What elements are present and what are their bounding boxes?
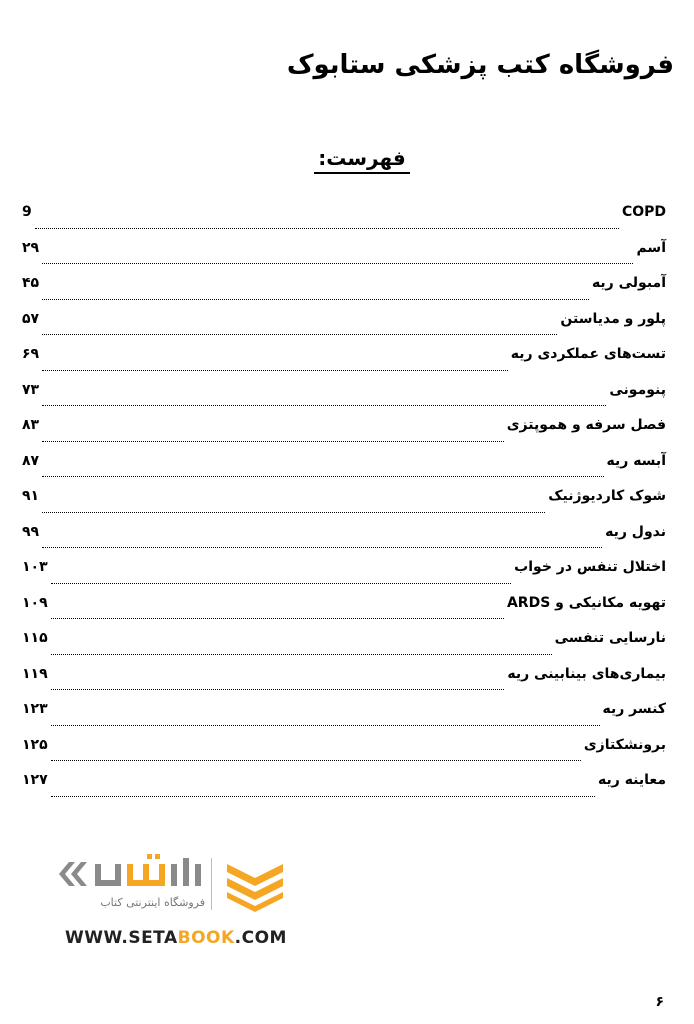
toc-item	[22, 204, 666, 240]
toc-item	[22, 240, 666, 276]
toc-leader-dots	[42, 298, 589, 300]
toc-item	[22, 417, 666, 453]
toc-item-page: ۴۵	[22, 275, 40, 291]
book-icon	[223, 852, 287, 912]
toc-leader-dots	[51, 653, 552, 655]
toc-item-page: ۵۷	[22, 310, 40, 327]
logo-subtitle: فروشگاه اینترنتی کتاب	[100, 896, 205, 909]
toc-item-title: شوک کاردیوژنیک	[548, 488, 666, 504]
toc-item-title: پنومونی	[609, 381, 666, 398]
brand-letters-gray	[171, 858, 201, 886]
toc-item-page: ۱۲۳	[22, 701, 48, 717]
toc-item-page: ۲۹	[22, 239, 40, 256]
toc-item-page: ۹۹	[22, 523, 40, 540]
toc-item-page: ۸۷	[22, 452, 40, 469]
toc-item-page: ۸۳	[22, 417, 40, 433]
brand-letters-gray	[95, 864, 121, 886]
brand-dot	[155, 854, 160, 859]
toc-leader-dots	[51, 688, 505, 690]
toc-item-title: برونشکتازی	[583, 736, 666, 753]
toc-item-page: ۱۲۵	[22, 736, 48, 753]
toc-item-title: کنسر ریه	[602, 701, 666, 717]
toc-leader-dots	[42, 440, 504, 442]
toc-leader-dots	[42, 369, 508, 371]
toc-heading-wrap	[0, 146, 694, 174]
toc-leader-dots	[42, 404, 606, 406]
toc-item	[22, 488, 666, 524]
toc-item-title: معاینه ریه	[598, 772, 666, 788]
toc-leader-dots	[42, 475, 603, 477]
toc-leader-dots	[42, 262, 633, 264]
toc-item	[22, 453, 666, 489]
toc-item	[22, 630, 666, 666]
url-accent: BOOK	[177, 928, 235, 948]
toc-item-page: 9	[22, 204, 32, 220]
toc-item-page: ۹۱	[22, 488, 40, 504]
toc-item-page: ۱۰۳	[22, 559, 48, 575]
toc-item-page: ۱۱۵	[22, 630, 48, 646]
toc-item-title: آبسه ریه	[606, 452, 666, 469]
toc-leader-dots	[51, 582, 512, 584]
toc-item-title: ندول ریه	[605, 523, 666, 540]
toc-item	[22, 275, 666, 311]
toc-leader-dots	[51, 724, 600, 726]
toc-item-title: فصل سرفه و هموپتزی	[506, 417, 666, 433]
toc-leader-dots	[42, 511, 545, 513]
page-title: فروشگاه کتب پزشکی ستابوک	[286, 50, 674, 80]
toc-item-page: ۱۰۹	[22, 594, 48, 611]
toc-item-title: آمبولی ریه	[591, 275, 666, 291]
toc-item	[22, 559, 666, 595]
toc-item-page: ۱۲۷	[22, 772, 48, 788]
toc-item-page: ۱۱۹	[22, 665, 48, 682]
toc-item-title: پلور و مدیاستن	[560, 310, 666, 327]
toc-leader-dots	[35, 227, 619, 229]
brand-dot	[147, 854, 152, 859]
toc-item-title: آسم	[636, 239, 666, 256]
toc-item-page: ۷۳	[22, 381, 40, 398]
toc-leader-dots	[51, 759, 581, 761]
url-prefix: WWW.SETA	[65, 928, 178, 948]
toc-item-title: نارسایی تنفسی	[554, 630, 666, 646]
toc-item	[22, 772, 666, 808]
toc-item	[22, 382, 666, 418]
table-of-contents	[22, 204, 666, 808]
toc-item-title: اختلال تنفس در خواب	[514, 559, 666, 575]
toc-item	[22, 595, 666, 631]
toc-item-title: تست‌های عملکردی ریه	[510, 346, 666, 362]
setabook-wordmark	[55, 852, 205, 896]
toc-item	[22, 346, 666, 382]
chevrons-icon	[59, 862, 87, 886]
toc-leader-dots	[51, 617, 504, 619]
toc-heading: فهرست:	[314, 146, 410, 174]
toc-item	[22, 701, 666, 737]
toc-item-page: ۶۹	[22, 346, 40, 362]
logo-divider	[211, 858, 212, 910]
toc-item-title: تهویه مکانیکی و ARDS	[506, 594, 666, 611]
toc-item	[22, 524, 666, 560]
toc-leader-dots	[42, 546, 602, 548]
toc-item-title: COPD	[621, 204, 666, 220]
setabook-logo	[55, 852, 295, 952]
url-suffix: .COM	[234, 928, 287, 948]
toc-leader-dots	[42, 333, 557, 335]
page-number: ۶	[655, 994, 664, 1010]
toc-item	[22, 666, 666, 702]
toc-item	[22, 737, 666, 773]
logo-url	[65, 928, 287, 948]
brand-letters-gold	[127, 864, 165, 886]
toc-item	[22, 311, 666, 347]
toc-leader-dots	[51, 795, 595, 797]
toc-item-title: بیماری‌های بینابینی ریه	[507, 665, 666, 682]
